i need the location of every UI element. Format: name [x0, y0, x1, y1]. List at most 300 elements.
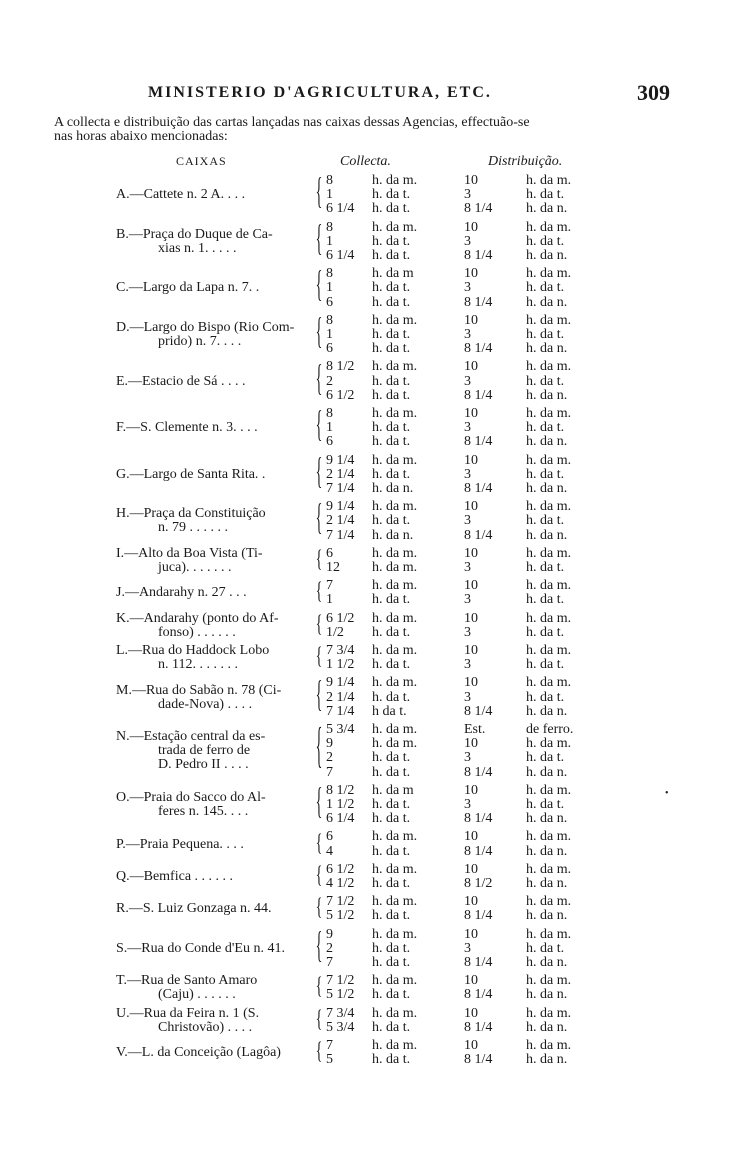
brace: { [315, 313, 323, 354]
margin-mark: • [665, 788, 669, 799]
distribuicao-period: h. da t. [526, 689, 565, 705]
schedule-entry [0, 612, 746, 640]
entry-label-line: I.—Alto da Boa Vista (Ti- [116, 545, 263, 561]
schedule-row [0, 468, 746, 482]
collecta-time: 9 1/4 [326, 675, 355, 691]
schedule-entry [0, 360, 746, 403]
collecta-time: 9 [326, 926, 333, 942]
collecta-period: h. da t. [372, 987, 411, 1003]
distribuicao-time: 10 [464, 894, 478, 910]
distribuicao-period: h. da t. [526, 280, 565, 296]
distribuicao-period: h. da n. [526, 1052, 568, 1068]
schedule-row [0, 812, 746, 826]
collecta-period: h. da n. [372, 480, 414, 496]
schedule-entry [0, 784, 746, 827]
distribuicao-period: h. da n. [526, 341, 568, 357]
brace: { [315, 579, 323, 606]
brace: { [315, 722, 323, 777]
collecta-time: 7 1/2 [326, 973, 355, 989]
schedule-row [0, 421, 746, 435]
collecta-period: h. da t. [372, 466, 411, 482]
schedule-row [0, 296, 746, 310]
entry-label-line: P.—Praia Pequena. . . . [116, 836, 244, 852]
collecta-time: 8 [326, 266, 333, 282]
collecta-time: 6 [326, 545, 333, 561]
distribuicao-period: h. da m. [526, 359, 572, 375]
page-number: 309 [637, 80, 670, 105]
distribuicao-period: h. da n. [526, 527, 568, 543]
collecta-period: h. da m. [372, 736, 418, 752]
brace: { [315, 927, 323, 968]
entry-label-line: G.—Largo de Santa Rita. . [116, 466, 266, 482]
collecta-period: h. da t. [372, 280, 411, 296]
entry-label-line: n. 79 . . . . . . [158, 520, 228, 536]
collecta-period: h. da m. [372, 894, 418, 910]
collecta-period: h. da t. [372, 294, 411, 310]
distribuicao-period: h. da t. [526, 750, 565, 766]
entry-label-line: D.—Largo do Bispo (Rio Com- [116, 320, 295, 336]
schedule-row [0, 784, 746, 798]
entry-label-line: K.—Andarahy (ponto do Af- [116, 610, 279, 626]
distribuicao-time: 10 [464, 545, 478, 561]
collecta-time: 1 [326, 280, 333, 296]
collecta-period: h. da m. [372, 499, 418, 515]
brace: { [315, 407, 323, 447]
schedule-entry [0, 454, 746, 497]
entry-label-line: L.—Rua do Haddock Lobo [116, 643, 270, 659]
distribuicao-period: h. da m. [526, 926, 572, 942]
distribuicao-time: 8 1/2 [464, 875, 493, 891]
collecta-period: h. da t. [372, 875, 411, 891]
schedule-row [0, 1039, 746, 1053]
schedule-row [0, 751, 746, 765]
collecta-time: 6 1/2 [326, 387, 355, 403]
collecta-time: 7 3/4 [326, 643, 355, 658]
collecta-time: 7 [326, 764, 333, 780]
collecta-period: h. da m. [372, 359, 418, 375]
brace: { [315, 895, 323, 922]
collecta-time: 7 1/4 [326, 480, 355, 496]
entry-label-line: xias n. 1. . . . . [158, 240, 237, 256]
schedule-row [0, 830, 746, 844]
schedule-entry [0, 644, 746, 672]
distribuicao-period: h. da n. [526, 987, 568, 1003]
entry-label-line: (Caju) . . . . . . [158, 987, 236, 1003]
collecta-period: h. da t. [372, 201, 411, 217]
schedule-row [0, 956, 746, 970]
collecta-period: h. da t. [372, 689, 411, 705]
distribuicao-time: 10 [464, 829, 478, 845]
distribuicao-period: h. da t. [526, 187, 565, 203]
distribuicao-time: 3 [464, 624, 471, 640]
schedule-row [0, 737, 746, 751]
distribuicao-time: 8 1/4 [464, 341, 493, 357]
distribuicao-time: 8 1/4 [464, 247, 493, 263]
brace: { [315, 974, 323, 1001]
entry-label-line: H.—Praça da Constituição [116, 506, 266, 522]
schedule-entry [0, 500, 746, 543]
collecta-period: h. da t. [372, 434, 411, 450]
page-title: MINISTERIO D'AGRICULTURA, ETC. [148, 84, 492, 101]
schedule-row [0, 676, 746, 690]
collecta-time: 8 [326, 173, 333, 188]
brace: { [315, 611, 323, 639]
collecta-time: 5 [326, 1052, 333, 1068]
collecta-time: 2 [326, 750, 333, 766]
distribuicao-time: 10 [464, 1005, 478, 1021]
intro-paragraph [54, 116, 674, 144]
collecta-period: h. da m. [372, 219, 418, 235]
schedule-row [0, 895, 746, 909]
distribuicao-period: h. da m. [526, 675, 572, 691]
collecta-period: h. da m. [372, 545, 418, 561]
schedule-row [0, 691, 746, 705]
schedule-row [0, 942, 746, 956]
distribuicao-period: h. da n. [526, 908, 568, 924]
distribuicao-time: 10 [464, 266, 478, 282]
intro-line-2: nas horas abaixo mencionadas: [54, 129, 228, 144]
collecta-time: 1/2 [326, 624, 344, 640]
collecta-time: 6 [326, 294, 333, 310]
distribuicao-time: 10 [464, 173, 478, 188]
collecta-time: 1 1/2 [326, 657, 355, 673]
collecta-period: h. da t. [372, 954, 411, 970]
distribuicao-time: 8 1/4 [464, 764, 493, 780]
schedule-row [0, 188, 746, 202]
entry-label-line: S.—Rua do Conde d'Eu n. 41. [116, 940, 285, 956]
distribuicao-period: h. da t. [526, 796, 565, 812]
collecta-period: h. da m. [372, 1038, 418, 1053]
schedule-row [0, 267, 746, 281]
schedule-row [0, 249, 746, 263]
distribuicao-period: h. da m. [526, 312, 572, 328]
collecta-time: 6 1/4 [326, 247, 355, 263]
schedule-row [0, 644, 746, 658]
distribuicao-period: h. da t. [526, 940, 565, 956]
distribuicao-period: h. da m. [526, 782, 572, 798]
schedule-row [0, 561, 746, 575]
schedule-row [0, 798, 746, 812]
distribuicao-time: 10 [464, 782, 478, 798]
distribuicao-time: 8 1/4 [464, 294, 493, 310]
collecta-time: 8 1/2 [326, 359, 355, 375]
schedule-row [0, 723, 746, 737]
collecta-period: h. da t. [372, 796, 411, 812]
collecta-time: 9 1/4 [326, 499, 355, 515]
distribuicao-time: 8 1/4 [464, 480, 493, 496]
schedule-row [0, 909, 746, 923]
collecta-time: 12 [326, 559, 340, 575]
collecta-period: h da t. [372, 703, 407, 719]
distribuicao-time: 8 1/4 [464, 1052, 493, 1068]
collecta-time: 2 [326, 373, 333, 389]
schedule-row [0, 375, 746, 389]
schedule-entry [0, 863, 746, 891]
entry-label-line: fonso) . . . . . . [158, 624, 236, 640]
collecta-period: h. da m. [372, 861, 418, 877]
entry-label-line: n. 112. . . . . . . [158, 657, 238, 673]
distribuicao-period: h. da m. [526, 643, 572, 658]
collecta-period: h. da m. [372, 406, 418, 421]
distribuicao-period: h. da t. [526, 513, 565, 529]
schedule-row [0, 202, 746, 216]
collecta-period: h. da m. [372, 973, 418, 989]
collecta-period: h. da m. [372, 643, 418, 658]
entry-label-line: B.—Praça do Duque de Ca- [116, 226, 273, 242]
entry-label-line: feres n. 145. . . . [158, 804, 249, 820]
schedule-row [0, 435, 746, 449]
distribuicao-period: h. da n. [526, 764, 568, 780]
distribuicao-time: 10 [464, 736, 478, 752]
distribuicao-period: h. da n. [526, 1019, 568, 1035]
distribuicao-time: 10 [464, 973, 478, 989]
distribuicao-period: h. da m. [526, 973, 572, 989]
collecta-time: 5 3/4 [326, 722, 355, 737]
collecta-period: h. da m. [372, 926, 418, 942]
schedule-row [0, 612, 746, 626]
distribuicao-time: 10 [464, 499, 478, 515]
collecta-time: 7 3/4 [326, 1005, 355, 1021]
collecta-period: h. da t. [372, 657, 411, 673]
collecta-period: h. da m. [372, 722, 418, 737]
schedule-entry [0, 267, 746, 310]
schedule-row [0, 407, 746, 421]
collecta-time: 6 1/4 [326, 811, 355, 827]
distribuicao-time: Est. [464, 722, 486, 737]
collecta-time: 7 1/2 [326, 894, 355, 910]
collecta-time: 7 [326, 1038, 333, 1053]
page-header [90, 80, 670, 108]
collecta-period: h. da m. [372, 578, 418, 594]
distribuicao-time: 3 [464, 657, 471, 673]
distribuicao-time: 8 1/4 [464, 843, 493, 859]
distribuicao-period: h. da t. [526, 466, 565, 482]
schedule-row [0, 845, 746, 859]
distribuicao-period: h. da t. [526, 420, 565, 436]
collecta-period: h. da m. [372, 312, 418, 328]
collecta-time: 1 [326, 233, 333, 249]
distribuicao-time: 8 1/4 [464, 201, 493, 217]
schedule-row [0, 1021, 746, 1035]
entry-label-line: T.—Rua de Santo Amaro [116, 973, 258, 989]
schedule-entry [0, 676, 746, 719]
schedule-entry [0, 314, 746, 357]
schedule-row [0, 658, 746, 672]
distribuicao-period: h. da m. [526, 219, 572, 235]
distribuicao-time: 8 1/4 [464, 527, 493, 543]
distribuicao-period: h. da m. [526, 736, 572, 752]
collecta-period: h. da t. [372, 420, 411, 436]
distribuicao-period: h. da n. [526, 201, 568, 217]
schedule-entry [0, 407, 746, 450]
distribuicao-time: 3 [464, 940, 471, 956]
collecta-period: h. da t. [372, 233, 411, 249]
entry-label-line: D. Pedro II . . . . [158, 757, 249, 773]
collecta-time: 6 [326, 434, 333, 450]
distribuicao-period: h. da n. [526, 875, 568, 891]
entry-label-line: A.—Cattete n. 2 A. . . . [116, 187, 246, 203]
distribuicao-time: 3 [464, 559, 471, 575]
brace: { [315, 267, 323, 308]
brace: { [315, 1006, 323, 1034]
collecta-period: h. da t. [372, 341, 411, 357]
collecta-time: 6 [326, 829, 333, 845]
distribuicao-time: 3 [464, 689, 471, 705]
collecta-time: 8 [326, 406, 333, 421]
schedule-row [0, 988, 746, 1002]
collecta-period: h. da t. [372, 940, 411, 956]
entry-label-line: trada de ferro de [158, 743, 251, 759]
distribuicao-time: 8 1/4 [464, 908, 493, 924]
distribuicao-time: 8 1/4 [464, 811, 493, 827]
entry-label-line: F.—S. Clemente n. 3. . . . [116, 420, 258, 436]
distribuicao-period: h. da m. [526, 1038, 572, 1053]
distribuicao-period: de ferro. [526, 722, 574, 737]
entry-label-line: juca). . . . . . . [158, 559, 232, 575]
collecta-time: 6 [326, 341, 333, 357]
schedule-row [0, 593, 746, 607]
schedule-row [0, 235, 746, 249]
column-header-collecta: Collecta. [340, 154, 391, 169]
distribuicao-time: 10 [464, 578, 478, 594]
schedule-entry [0, 579, 746, 607]
collecta-period: h. da n. [372, 527, 414, 543]
collecta-time: 7 [326, 954, 333, 970]
entry-label-line: J.—Andarahy n. 27 . . . [116, 585, 247, 601]
entry-label-line: prido) n. 7. . . . [158, 334, 242, 350]
collecta-time: 6 1/4 [326, 201, 355, 217]
distribuicao-time: 8 1/4 [464, 434, 493, 450]
schedule-row [0, 174, 746, 188]
schedule-row [0, 500, 746, 514]
collecta-period: h. da m [372, 782, 414, 798]
collecta-time: 8 1/2 [326, 782, 355, 798]
distribuicao-time: 10 [464, 312, 478, 328]
collecta-time: 9 [326, 736, 333, 752]
collecta-period: h. da m. [372, 1005, 418, 1021]
collecta-period: h. da t. [372, 387, 411, 403]
collecta-period: h. da m. [372, 173, 418, 188]
schedule-row [0, 342, 746, 356]
distribuicao-period: h. da t. [526, 373, 565, 389]
distribuicao-time: 3 [464, 592, 471, 608]
brace: { [315, 546, 323, 574]
collecta-period: h. da m. [372, 675, 418, 691]
column-header-distribuicao: Distribuição. [488, 154, 563, 169]
schedule-entry [0, 895, 746, 923]
collecta-time: 5 1/2 [326, 987, 355, 1003]
column-header-caixas: CAIXAS [176, 154, 227, 168]
distribuicao-period: h. da t. [526, 624, 565, 640]
distribuicao-time: 10 [464, 219, 478, 235]
collecta-period: h. da t. [372, 592, 411, 608]
collecta-period: h. da m [372, 266, 414, 282]
schedule-row [0, 360, 746, 374]
distribuicao-period: h. da m. [526, 173, 572, 188]
collecta-period: h. da t. [372, 624, 411, 640]
distribuicao-period: h. da m. [526, 266, 572, 282]
collecta-period: h. da t. [372, 764, 411, 780]
distribuicao-time: 3 [464, 513, 471, 529]
schedule-entry [0, 928, 746, 971]
brace: { [315, 453, 323, 494]
brace: { [315, 862, 323, 890]
schedule-row [0, 482, 746, 496]
brace: { [315, 644, 323, 671]
entry-label-line: O.—Praia do Sacco do Al- [116, 790, 266, 806]
distribuicao-time: 10 [464, 861, 478, 877]
distribuicao-period: h. da n. [526, 294, 568, 310]
collecta-period: h. da t. [372, 811, 411, 827]
distribuicao-time: 10 [464, 610, 478, 626]
entry-label-line: C.—Largo da Lapa n. 7. . [116, 280, 260, 296]
schedule-row [0, 863, 746, 877]
entry-label-line: U.—Rua da Feira n. 1 (S. [116, 1005, 260, 1021]
brace: { [315, 360, 323, 401]
schedule-row [0, 626, 746, 640]
distribuicao-time: 8 1/4 [464, 1019, 493, 1035]
schedule-entry [0, 723, 746, 780]
collecta-time: 7 1/4 [326, 527, 355, 543]
distribuicao-period: h. da m. [526, 894, 572, 910]
collecta-time: 1 [326, 592, 333, 608]
collecta-period: h. da m. [372, 452, 418, 468]
schedule-entry [0, 1039, 746, 1067]
distribuicao-time: 3 [464, 326, 471, 342]
collecta-time: 2 1/4 [326, 689, 355, 705]
collecta-time: 8 [326, 312, 333, 328]
distribuicao-time: 3 [464, 233, 471, 249]
brace: { [315, 174, 323, 214]
distribuicao-time: 10 [464, 1038, 478, 1053]
schedule-entry [0, 830, 746, 858]
distribuicao-time: 10 [464, 452, 478, 468]
collecta-period: h. da m. [372, 610, 418, 626]
entry-label-line: Christovão) . . . . [158, 1019, 253, 1035]
distribuicao-time: 3 [464, 373, 471, 389]
distribuicao-period: h. da n. [526, 843, 568, 859]
distribuicao-period: h. da n. [526, 247, 568, 263]
distribuicao-time: 10 [464, 675, 478, 691]
distribuicao-period: h. da m. [526, 1005, 572, 1021]
entry-label-line: N.—Estação central da es- [116, 729, 266, 745]
schedule-row [0, 579, 746, 593]
collecta-time: 1 [326, 326, 333, 342]
schedule-row [0, 1007, 746, 1021]
collecta-time: 8 [326, 219, 333, 235]
collecta-time: 4 1/2 [326, 875, 355, 891]
distribuicao-period: h. da m. [526, 829, 572, 845]
collecta-period: h. da t. [372, 326, 411, 342]
schedule-row [0, 1053, 746, 1067]
entry-label-line: V.—L. da Conceição (Lagôa) [116, 1045, 281, 1061]
distribuicao-time: 3 [464, 187, 471, 203]
collecta-time: 5 3/4 [326, 1019, 355, 1035]
schedule-entry [0, 547, 746, 575]
brace: { [315, 500, 323, 541]
collecta-period: h. da m. [372, 559, 418, 575]
entry-label-line: Q.—Bemfica . . . . . . [116, 868, 234, 884]
schedule-row [0, 705, 746, 719]
collecta-period: h. da t. [372, 1019, 411, 1035]
distribuicao-time: 10 [464, 406, 478, 421]
collecta-period: h. da t. [372, 513, 411, 529]
collecta-time: 7 1/4 [326, 703, 355, 719]
brace: { [315, 220, 323, 261]
collecta-time: 4 [326, 843, 333, 859]
distribuicao-time: 10 [464, 643, 478, 658]
schedule-row [0, 328, 746, 342]
